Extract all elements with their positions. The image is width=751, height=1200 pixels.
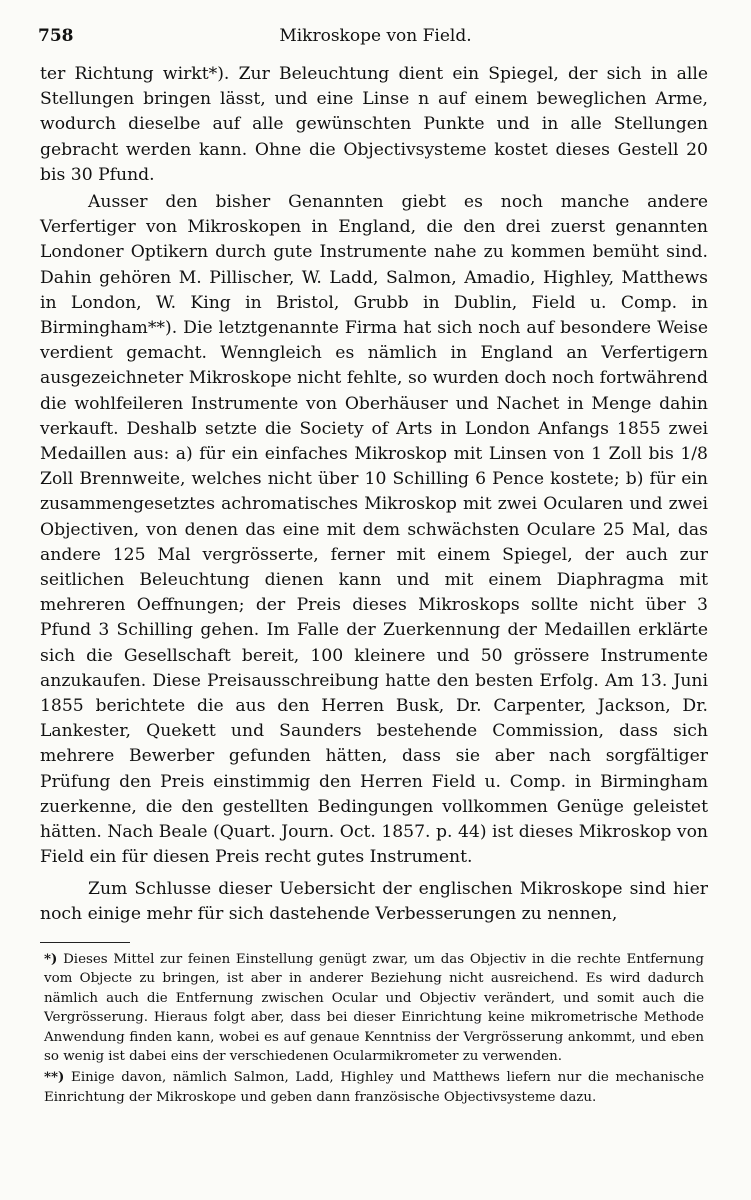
paragraph-conclusion: Zum Schlusse dieser Uebersicht der englischen Mikroskope sind hier noch einige mehr für sich dastehende Verbesserungen zu nennen, xyxy=(40,878,708,924)
footnote-2 xyxy=(44,1068,704,1107)
paragraph-continuation: ter Richtung wirkt*). Zur Beleuchtung dient ein Spiegel, der sich in alle Stellungen bringen lässt, und eine Linse n auf einem beweglichen Arme, wodurch dieselbe auf alle gewünschten Punkte und in alle Stellungen gebracht werden kann. Ohne die Objectivsysteme kostet dieses Gestell 20 bis 30 Pfund. xyxy=(40,64,708,185)
footnote-1-text: Dieses Mittel zur feinen Einstellung genügt zwar, um das Objectiv in die rechte Entfernung vom Objecte zu bringen, ist aber in anderer Beziehung nicht ausreichend. Es wird dadurch nämlich auch die Entfernung zwischen Ocular und Objectiv verändert, und somit auch die Vergrösserung. Hieraus folgt aber, dass bei dieser Einrichtung keine mikrometrische Methode Anwendung finden kann, wobei es auf genaue Kenntniss der Vergrösserung ankommt, und eben so wenig ist dabei eins der verschiedenen Ocularmikrometer zu verwenden. xyxy=(44,952,704,1065)
footnote-2-text: Einige davon, nämlich Salmon, Ladd, Highley und Matthews liefern nur die mechanische Einrichtung der Mikroskope und geben dann französische Objectivsysteme dazu. xyxy=(44,1070,704,1105)
footnote-1-mark: *) xyxy=(44,951,58,967)
running-title: Mikroskope von Field. xyxy=(279,26,472,46)
footnote-1 xyxy=(44,950,704,1066)
page-number: 758 xyxy=(38,26,74,46)
footnote-2-mark: **) xyxy=(44,1069,65,1086)
page-header xyxy=(38,26,713,52)
paragraph-makers: Ausser den bisher Genannten giebt es noch manche andere Verfertiger von Mikroskopen in England, die den drei zuerst genannten Londoner Optikern durch gute Instrumente nahe zu kommen bemüht sind. Dahin gehören M. Pillischer, W. Ladd, Salmon, Amadio, Highley, Matthews in London, W. King in Bristol, Grubb in Dublin, Field u. Comp. in Birmingham**). Die letztgenannte Firma hat sich noch auf besondere Weise verdient gemacht. Wenngleich es nämlich in England an Verfertigern ausgezeichneter Mikroskope nicht fehlte, so wurden doch noch fortwährend die wohlfeileren Instrumente von Oberhäuser und Nachet in Menge dahin verkauft. Deshalb setzte die Society of Arts in London Anfangs 1855 zwei Medaillen aus: a) für ein einfaches Mikroskop mit Linsen von 1 Zoll bis 1/8 Zoll Brennweite, welches nicht über 10 Schilling 6 Pence kostete; b) für ein zusammengesetztes achromatisches Mikroskop mit zwei Ocularen und zwei Objectiven, von denen das eine mit dem schwächsten Oculare 25 Mal, das andere 125 Mal vergrösserte, ferner mit einem Spiegel, der auch zur seitlichen Beleuchtung dienen kann und mit einem Diaphragma mit mehreren Oeffnungen; der Preis dieses Mikroskops sollte nicht über 3 Pfund 3 Schilling gehen. Im Falle der Zuerkennung der Medaillen erklärte sich die Gesellschaft bereit, 100 kleinere und 50 grössere Instrumente anzukaufen. Diese Preisausschreibung hatte den besten Erfolg. Am 13. Juni 1855 berichtete die aus den Herren Busk, Dr. Carpenter, Jackson, Dr. Lankester, Quekett und Saunders bestehende Commission, dass sich mehrere Bewerber gefunden hätten, dass sie aber nach sorgfältiger Prüfung den Preis einstimmig den Herren Field u. Comp. in Birmingham zuerkenne, die den gestellten Bedingungen vollkommen Genüge geleistet hätten. Nach Beale (Quart. Journ. Oct. 1857. p. 44) ist dieses Mikroskop von Field ein für diesen Preis recht gutes Instrument. xyxy=(40,192,708,868)
footnotes xyxy=(44,950,704,1109)
footnote-divider xyxy=(40,942,130,943)
main-text xyxy=(40,62,708,927)
